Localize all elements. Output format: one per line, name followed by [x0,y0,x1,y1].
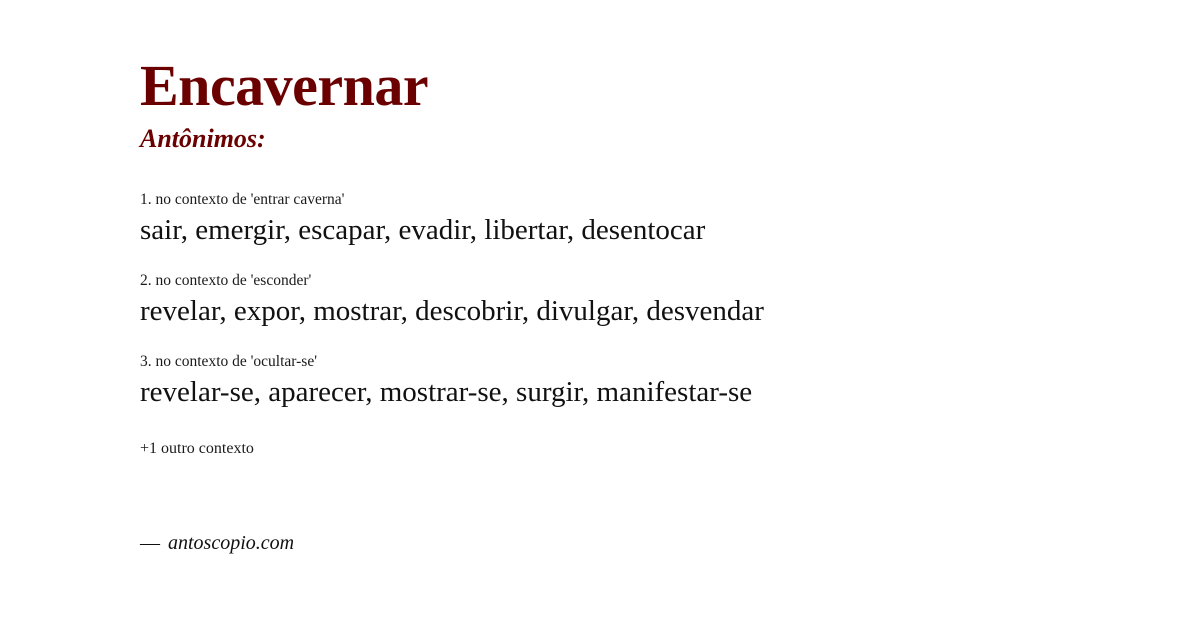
sense-context-label: 2. no contexto de 'esconder' [140,272,312,290]
footer-dash: — [140,532,160,554]
sense-antonyms: revelar, expor, mostrar, descobrir, divulgar, desvendar [140,294,764,327]
footer-source: antoscopio.com [168,532,295,554]
senses-list [140,191,1060,410]
section-label: Antônimos: [140,123,266,153]
sense-antonyms: sair, emergir, escapar, evadir, libertar, desentocar [140,214,706,247]
footer-attribution [140,532,294,555]
page-title: Encavernar [140,53,429,118]
sense-entry [140,191,1060,248]
more-contexts-note: +1 outro contexto [140,440,254,458]
sense-antonyms: revelar-se, aparecer, mostrar-se, surgir, manifestar-se [140,375,753,408]
sense-entry [140,353,1060,410]
sense-context-label: 3. no contexto de 'ocultar-se' [140,353,318,371]
sense-context-label: 1. no contexto de 'entrar caverna' [140,191,345,209]
sense-entry [140,272,1060,329]
